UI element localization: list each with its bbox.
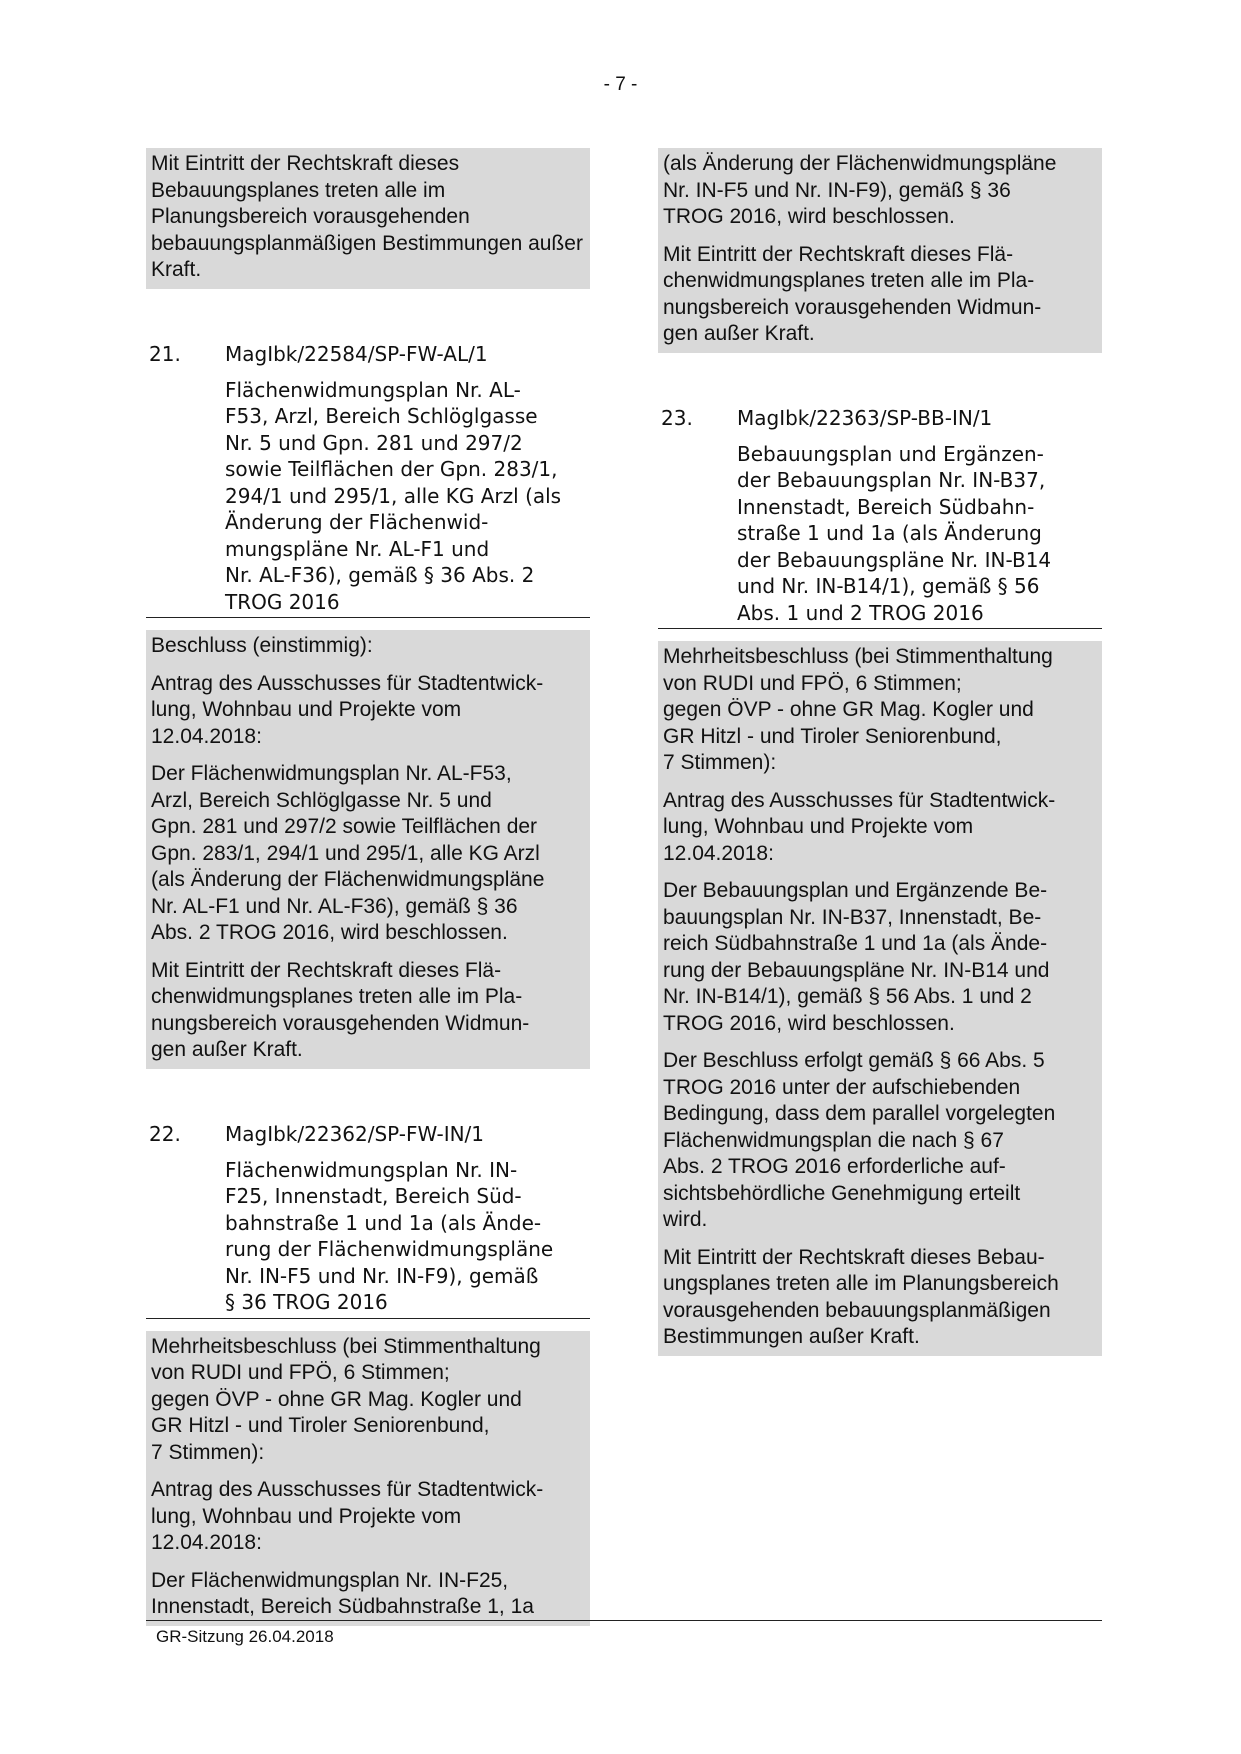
item-number: 23.: [661, 405, 693, 430]
resolution-box: [146, 1331, 590, 1626]
agenda-item-21: [146, 341, 590, 1069]
agenda-item-22: [146, 1121, 590, 1626]
resolution-box: [658, 641, 1102, 1356]
closing-text: Mit Eintritt der Rechtskraft dieses Flä- chenwidmungsplanes treten alle im Pla- nungsbereich vorausgehenden Widmun- gen außer Kraft.: [663, 242, 1042, 345]
decision-text: Mehrheitsbeschluss (bei Stimmenthaltung von RUDI und FPÖ, 6 Stimmen; gegen ÖVP - ohne GR Mag. Kogler und GR Hitzl - und Tiroler Seniorenbund, 7 Stimmen):: [663, 645, 1053, 774]
item-description: Bebauungsplan und Ergänzen- der Bebauungsplan Nr. IN-B37, Innenstadt, Bereich Südbahn- straße 1 und 1a (als Änderung der Bebauungspläne Nr. IN-B14 und Nr. IN-B14/1), gemäß § 56 Abs. 1 und 2 TROG 2016: [737, 441, 1052, 625]
continuation-text: (als Änderung der Flächenwidmungspläne Nr. IN-F5 und Nr. IN-F9), gemäß § 36 TROG 2016, wird beschlossen.: [663, 152, 1057, 228]
condition-text: Der Beschluss erfolgt gemäß § 66 Abs. 5 TROG 2016 unter der aufschiebenden Bedingung, dass dem parallel vorgelegten Flächenwidmungsplan die nach § 67 Abs. 2 TROG 2016 erforderliche auf- sichtsbehördliche Genehmigung erteilt wird.: [663, 1049, 1056, 1231]
item-code: MagIbk/22363/SP-BB-IN/1: [737, 405, 993, 430]
agenda-item-23: [658, 405, 1102, 1356]
item-code: MagIbk/22584/SP-FW-AL/1: [225, 341, 488, 366]
intro-box: [146, 148, 590, 289]
motion-text: Antrag des Ausschusses für Stadtentwick- lung, Wohnbau und Projekte vom 12.04.2018:: [151, 1478, 544, 1554]
closing-text: Mit Eintritt der Rechtskraft dieses Bebau- ungsplanes treten alle im Planungsbereich vorausgehenden bebauungsplanmäßigen Bestimmungen außer Kraft.: [663, 1245, 1059, 1348]
right-column: [658, 148, 1102, 1356]
divider: [146, 617, 590, 618]
item-number: 21.: [149, 341, 181, 366]
item-number: 22.: [149, 1121, 181, 1146]
footer-session-date: GR-Sitzung 26.04.2018: [156, 1627, 334, 1646]
resolution-box: [146, 630, 590, 1069]
item-header: [658, 405, 1102, 431]
motion-text: Antrag des Ausschusses für Stadtentwick- lung, Wohnbau und Projekte vom 12.04.2018:: [151, 671, 544, 748]
closing-text: Mit Eintritt der Rechtskraft dieses Flä- chenwidmungsplanes treten alle im Pla- nungsbereich vorausgehenden Widmun- gen außer Kraft.: [151, 958, 530, 1061]
item-header: [146, 1121, 590, 1147]
intro-text: Mit Eintritt der Rechtskraft dieses Bebauungsplanes treten alle im Planungsbereich vorausgehenden bebauungsplanmäßigen Bestimmungen außer Kraft.: [151, 152, 583, 281]
divider: [658, 628, 1102, 629]
decision-text: Mehrheitsbeschluss (bei Stimmenthaltung von RUDI und FPÖ, 6 Stimmen; gegen ÖVP - ohne GR Mag. Kogler und GR Hitzl - und Tiroler Seniorenbund, 7 Stimmen):: [151, 1334, 541, 1464]
footer-divider: [146, 1620, 1102, 1621]
resolution-body: Der Flächenwidmungsplan Nr. IN-F25, Innenstadt, Bereich Südbahnstraße 1, 1a: [151, 1568, 534, 1618]
motion-text: Antrag des Ausschusses für Stadtentwick- lung, Wohnbau und Projekte vom 12.04.2018:: [663, 788, 1056, 865]
resolution-body: Der Flächenwidmungsplan Nr. AL-F53, Arzl, Bereich Schlöglgasse Nr. 5 und Gpn. 281 und 297/2 sowie Teilflächen der Gpn. 283/1, 294/1 und 295/1, alle KG Arzl (als Änderung der Flächenwidmungspläne Nr. AL-F1 und Nr. AL-F36), gemäß § 36 Abs. 2 TROG 2016, wird beschlossen.: [151, 762, 545, 944]
left-column: [146, 148, 590, 1626]
divider: [146, 1318, 590, 1319]
page-number: - 7 -: [603, 74, 638, 95]
item-code: MagIbk/22362/SP-FW-IN/1: [225, 1121, 485, 1146]
resolution-body: Der Bebauungsplan und Ergänzende Be- bauungsplan Nr. IN-B37, Innenstadt, Be- reich Südbahnstraße 1 und 1a (als Ände- rung der Bebauungspläne Nr. IN-B14 und Nr. IN-B14/1), gemäß § 56 Abs. 1 und 2 TROG 2016, wird beschlossen.: [663, 879, 1050, 1035]
continuation-box: [658, 148, 1102, 353]
decision-text: Beschluss (einstimmig):: [151, 634, 373, 657]
item-description: Flächenwidmungsplan Nr. IN- F25, Innenstadt, Bereich Süd- bahnstraße 1 und 1a (als Ände- rung der Flächenwidmungspläne Nr. IN-F5 und Nr. IN-F9), gemäß § 36 TROG 2016: [225, 1157, 554, 1314]
item-header: [146, 341, 590, 367]
item-description: Flächenwidmungsplan Nr. AL- F53, Arzl, Bereich Schlöglgasse Nr. 5 und Gpn. 281 und 297/2 sowie Teilflächen der Gpn. 283/1, 294/1 und 295/1, alle KG Arzl (als Änderung der Flächenwid- mungspläne Nr. AL-F1 und Nr. AL-F36), gemäß § 36 Abs. 2 TROG 2016: [225, 377, 562, 614]
